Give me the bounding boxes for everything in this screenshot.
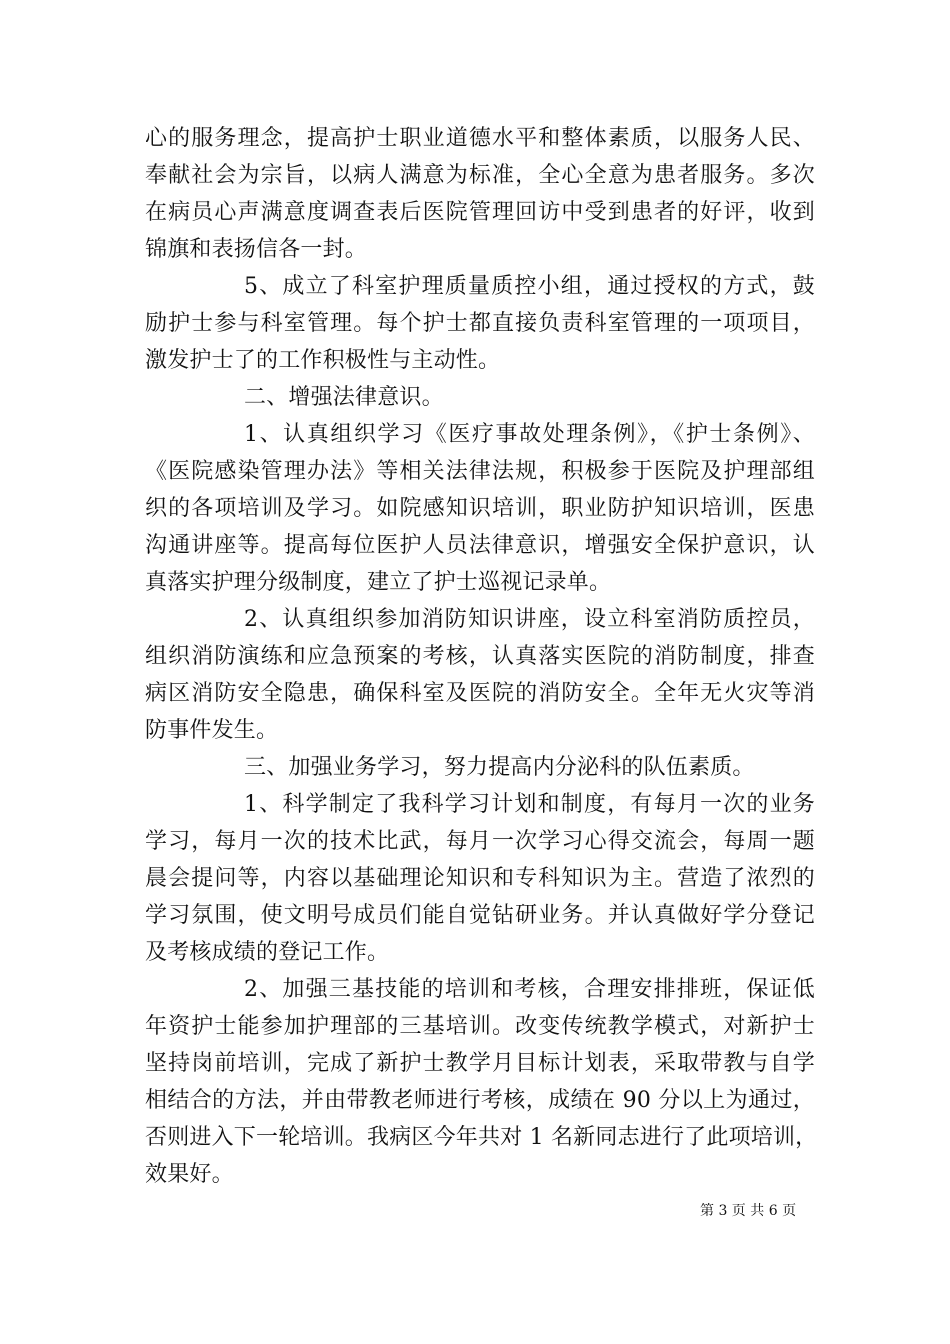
- text-line: 励护士参与科室管理。每个护士都直接负责科室管理的一项项目，: [145, 311, 815, 336]
- text-line: 真落实护理分级制度，建立了护士巡视记录单。: [145, 570, 612, 595]
- text-line: 2、加强三基技能的培训和考核，合理安排排班，保证低: [244, 977, 815, 1002]
- text-line: 病区消防安全隐患，确保科室及医院的消防安全。全年无火灾等消: [145, 681, 815, 706]
- text-line: 5、成立了科室护理质量质控小组，通过授权的方式，鼓: [244, 274, 815, 299]
- text-line: 织的各项培训及学习。如院感知识培训，职业防护知识培训，医患: [145, 496, 815, 521]
- text-line: 心的服务理念，提高护士职业道德水平和整体素质，以服务人民、: [145, 126, 815, 151]
- text-line: 锦旗和表扬信各一封。: [145, 237, 368, 262]
- section-heading: 三、加强业务学习，努力提高内分泌科的队伍素质。: [244, 755, 755, 780]
- text-line: 年资护士能参加护理部的三基培训。改变传统教学模式，对新护士: [145, 1014, 815, 1039]
- text-line: 学习，每月一次的技术比武，每月一次学习心得交流会，每周一题: [145, 829, 815, 854]
- text-line: 组织消防演练和应急预案的考核，认真落实医院的消防制度，排查: [145, 644, 815, 669]
- text-line: 在病员心声满意度调查表后医院管理回访中受到患者的好评，收到: [145, 200, 815, 225]
- text-line: 1、认真组织学习《医疗事故处理条例》，《护士条例》、: [244, 422, 815, 447]
- text-line: 沟通讲座等。提高每位医护人员法律意识，增强安全保护意识，认: [145, 533, 815, 558]
- text-line: 及考核成绩的登记工作。: [145, 940, 390, 965]
- text-line: 激发护士了的工作积极性与主动性。: [145, 348, 501, 373]
- text-line: 学习氛围，使文明号成员们能自觉钻研业务。并认真做好学分登记: [145, 903, 815, 928]
- text-line: 晨会提问等，内容以基础理论知识和专科知识为主。营造了浓烈的: [145, 866, 815, 891]
- text-line: 奉献社会为宗旨，以病人满意为标准，全心全意为患者服务。多次: [145, 163, 815, 188]
- section-heading: 二、增强法律意识。: [244, 385, 444, 410]
- text-line: 相结合的方法，并由带教老师进行考核，成绩在 90 分以上为通过，: [145, 1088, 815, 1113]
- text-line: 1、科学制定了我科学习计划和制度，有每月一次的业务: [244, 792, 815, 817]
- text-line: 《医院感染管理办法》等相关法律法规，积极参于医院及护理部组: [145, 459, 815, 484]
- page-number-footer: 第 3 页 共 6 页: [700, 1203, 797, 1219]
- text-line: 2、认真组织参加消防知识讲座，设立科室消防质控员，: [244, 607, 815, 632]
- text-line: 防事件发生。: [145, 718, 279, 743]
- text-line: 效果好。: [145, 1162, 234, 1187]
- text-line: 否则进入下一轮培训。我病区今年共对 1 名新同志进行了此项培训，: [145, 1125, 818, 1150]
- text-line: 坚持岗前培训，完成了新护士教学月目标计划表，采取带教与自学: [145, 1051, 815, 1076]
